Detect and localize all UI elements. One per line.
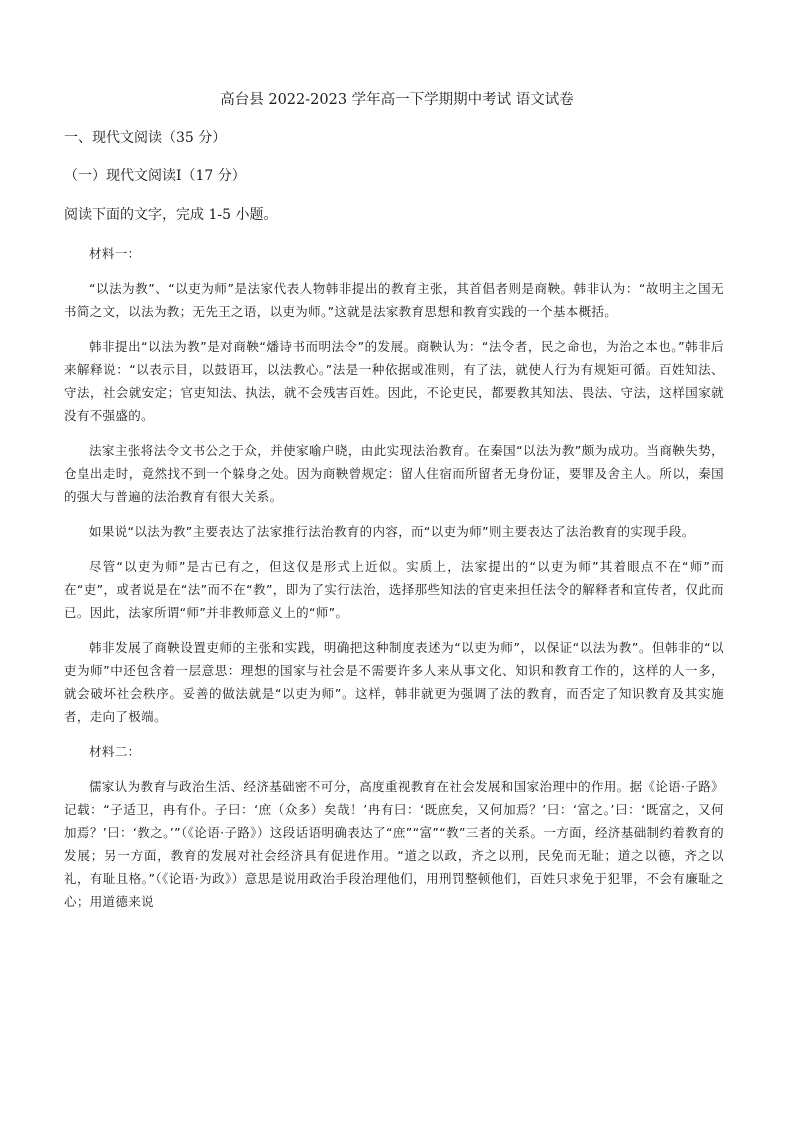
section-heading: 一、现代文阅读（35 分）: [64, 130, 227, 146]
material-label: 材料一：: [89, 246, 141, 261]
reading-passage: [64, 242, 724, 925]
paragraph: 如果说“以法为教”主要表达了法家推行法治教育的内容，而“以吏为师”则主要表达了法治教育的实现手段。: [89, 524, 695, 539]
paragraph: 韩非提出“以法为教”是对商鞅“燔诗书而明法令”的发展。商鞅认为：“法令者，民之命也，为治之本也。”韩非后来解释说：“以表示目，以鼓语耳，以法教心。”法是一种依据或准则，有了法，就使人行为有规矩可循。百姓知法、守法，社会就安定；官吏知法、执法，就不会残害百姓。因此，不论吏民，都要教其知法、畏法、守法，这样国家就没有不强盛的。: [64, 339, 724, 423]
paragraph: 韩非发展了商鞅设置吏师的主张和实践，明确把这种制度表述为“以吏为师”，以保证“以法为教”。但韩非的“以吏为师”中还包含着一层意思：理想的国家与社会是不需要许多人来从事文化、知识和教育工作的，这样的人一多，就会破坏社会秩序。妥善的做法就是“以吏为师”。这样，韩非就更为强调了法的教育，而否定了知识教育及其实施者，走向了极端。: [64, 640, 724, 724]
reading-instruction: 阅读下面的文字，完成 1-5 小题。: [64, 207, 278, 223]
material-label: 材料二：: [89, 744, 141, 759]
paragraph: 法家主张将法令文书公之于众，并使家喻户晓，由此实现法治教育。在秦国“以法为教”颇为成功。当商鞅失势，仓皇出走时，竟然找不到一个躲身之处。因为商鞅曾规定：留人住宿而所留者无身份证，要罪及舍主人。所以，秦国的强大与普遍的法治教育有很大关系。: [64, 443, 724, 504]
subsection-heading: （一）现代文阅读Ⅰ（17 分）: [64, 168, 246, 184]
paragraph: 尽管“以吏为师”是古已有之，但这仅是形式上近似。实质上，法家提出的“以吏为师”其着眼点不在“师”而在“吏”，或者说是在“法”而不在“教”，即为了实行法治，选择那些知法的官吏来担任法令的解释者和宣传者，仅此而已。因此，法家所谓“师”并非教师意义上的“师”。: [64, 559, 724, 620]
paragraph: 儒家认为教育与政治生活、经济基础密不可分，高度重视教育在社会发展和国家治理中的作用。据《论语·子路》记载：“子适卫，冉有仆。子曰：‘庶（众多）矣哉！’冉有曰：‘既庶矣，又何加焉？’曰：‘富之。’曰：‘既富之，又何加焉？’曰：‘教之。’”（《论语·子路》）这段话语明确表达了“庶”“富”“教”三者的关系。一方面，经济基础制约着教育的发展；另一方面，教育的发展对社会经济具有促进作用。“道之以政，齐之以刑，民免而无耻；道之以德，齐之以礼，有耻且格。”（《论语·为政》）意思是说用政治手段治理他们，用刑罚整顿他们，百姓只求免于犯罪，不会有廉耻之心；用道德来说: [64, 779, 724, 909]
exam-title: 高台县 2022-2023 学年高一下学期期中考试 语文试卷: [220, 92, 574, 108]
paragraph: “以法为教”、“以吏为师”是法家代表人物韩非提出的教育主张，其首倡者则是商鞅。韩非认为：“故明主之国无书简之文，以法为教；无先王之语，以吏为师。”这就是法家教育思想和教育实践的一个基本概括。: [64, 281, 724, 319]
